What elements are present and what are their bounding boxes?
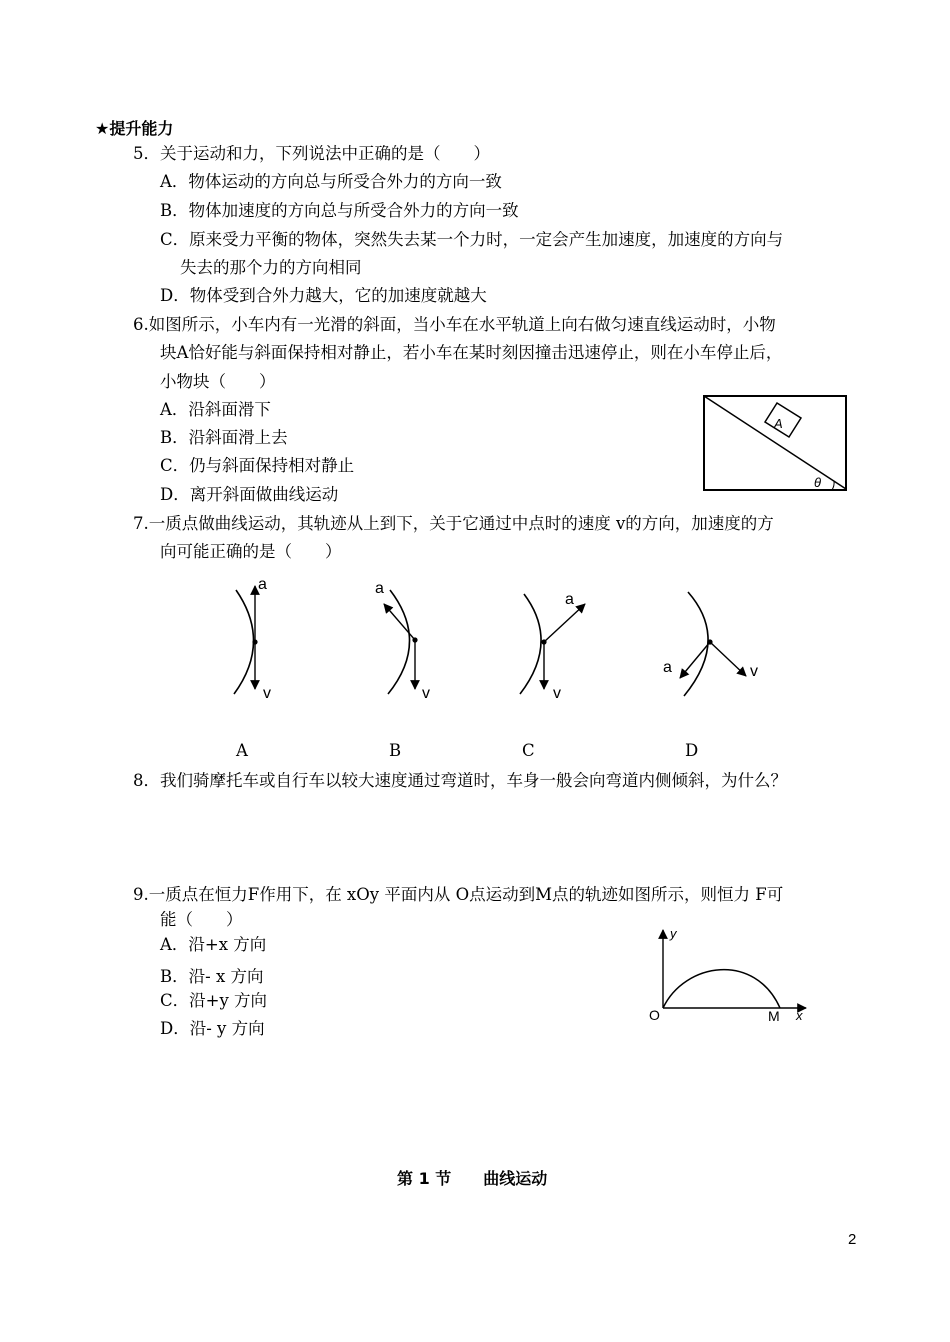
q6-stem-line3: 小物块（ ） [160, 372, 276, 391]
q7-c-vel-label: v [553, 685, 561, 702]
q6-option-d: D．离开斜面做曲线运动 [160, 485, 339, 504]
trajectory-curve [663, 970, 780, 1008]
q7-figures [210, 572, 790, 704]
q6-option-c: C．仍与斜面保持相对静止 [160, 456, 355, 475]
q5-option-c-cont: 失去的那个力的方向相同 [180, 258, 362, 277]
q6-stem-line2: 块A恰好能与斜面保持相对静止，若小车在某时刻因撞击迅速停止，则在小车停止后， [160, 343, 783, 362]
q6-incline-figure [700, 392, 852, 494]
q7-figure-a [234, 576, 271, 702]
block-a-label: A [774, 416, 783, 431]
q7-figure-b [375, 580, 430, 702]
q7-a-accel-label: a [258, 576, 267, 593]
q7-stem-line2: 向可能正确的是（ ） [160, 542, 342, 561]
q9-option-c: C．沿+y 方向 [160, 991, 268, 1010]
section-footer-title: 第 1 节 曲线运动 [397, 1169, 548, 1188]
page-number: 2 [848, 1231, 857, 1248]
q9-stem-line2: 能（ ） [160, 910, 243, 929]
q7-d-accel-label: a [663, 659, 672, 676]
q5-option-d: D．物体受到合外力越大，它的加速度就越大 [160, 286, 487, 305]
angle-theta-label: θ [814, 475, 822, 490]
q7-a-vel-label: v [263, 685, 271, 702]
q6-option-b: B．沿斜面滑上去 [160, 428, 288, 447]
q7-stem-line1: 7.一质点做曲线运动，其轨迹从上到下，关于它通过中点时的速度 v的方向，加速度的方 [133, 514, 774, 533]
q7-choice-a: A [236, 741, 248, 760]
q5-stem: 5．关于运动和力，下列说法中正确的是（ ） [133, 144, 490, 163]
q7-d-vel-label: v [750, 663, 758, 680]
q8-stem: 8．我们骑摩托车或自行车以较大速度通过弯道时，车身一般会向弯道内侧倾斜，为什么？ [133, 771, 787, 790]
q7-choice-d: D [685, 741, 699, 760]
origin-label: O [649, 1007, 660, 1022]
x-axis-label: x [796, 1008, 803, 1022]
q7-choice-c: C [522, 741, 535, 760]
q7-figure-d [663, 592, 758, 696]
q5-option-b: B．物体加速度的方向总与所受合外力的方向一致 [160, 201, 519, 220]
q9-trajectory-figure [640, 922, 820, 1022]
section-heading: ★提升能力 [95, 119, 174, 138]
y-axis-label: y [670, 926, 677, 941]
q5-option-c: C．原来受力平衡的物体，突然失去某一个力时，一定会产生加速度，加速度的方向与 [160, 230, 784, 249]
q9-option-d: D．沿- y 方向 [160, 1019, 265, 1038]
q9-option-b: B．沿- x 方向 [160, 967, 264, 986]
point-m-label: M [768, 1008, 780, 1022]
q9-stem-line1: 9.一质点在恒力F作用下，在 xOy 平面内从 O点运动到M点的轨迹如图所示，则恒力 F可 [133, 885, 784, 904]
q5-option-a: A．物体运动的方向总与所受合外力的方向一致 [160, 172, 502, 191]
q9-option-a: A．沿+x 方向 [160, 935, 267, 954]
block-a [765, 403, 801, 437]
q6-stem-line1: 6.如图所示，小车内有一光滑的斜面，当小车在水平轨道上向右做匀速直线运动时，小物 [133, 315, 776, 334]
q7-b-vel-label: v [422, 685, 430, 702]
q7-choice-b: B [389, 741, 402, 760]
q7-b-accel-label: a [375, 580, 384, 597]
q6-option-a: A．沿斜面滑下 [160, 400, 271, 419]
q7-c-accel-label: a [565, 591, 574, 608]
q7-figure-c [520, 591, 585, 702]
